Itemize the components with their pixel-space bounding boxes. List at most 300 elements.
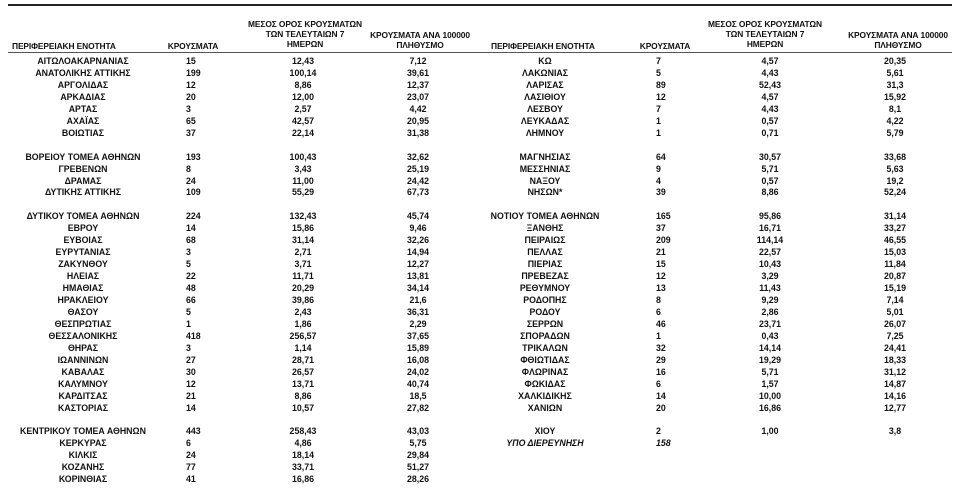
avg-7day-value: 2,43 [294,306,312,317]
per-100k-value: 18,5 [409,390,427,401]
table-row [0,128,960,138]
table-row [0,415,960,425]
per-100k-value: 15,89 [406,342,429,353]
region-name: ΦΘΙΩΤΙΔΑΣ [520,354,570,365]
per-100k-value: 37,65 [406,330,429,341]
per-100k-value: 26,07 [883,318,906,329]
per-100k-value: 40,74 [406,378,429,389]
table-row [0,379,960,389]
cases-value: 4 [656,175,661,186]
region-name: ΧΙΟΥ [534,426,556,437]
region-name: ΣΠΟΡΑΔΩΝ [520,330,570,341]
region-name: ΝΗΣΩΝ* [527,187,563,198]
table-row [0,474,960,484]
table-row [0,259,960,269]
header-per-line1: ΚΡΟΥΣΜΑΤΑ ΑΝΑ 100000 [848,30,948,40]
table-row [0,450,960,460]
cases-value: 66 [186,295,196,305]
cases-value: 199 [186,67,201,78]
cases-value: 14 [186,223,196,234]
table-row [0,426,960,436]
cases-value: 165 [656,211,671,222]
cases-value: 15 [186,56,196,66]
per-100k-value: 7,12 [409,56,427,66]
per-100k-value: 12,77 [883,402,906,413]
avg-7day-value: 2,57 [294,103,312,114]
avg-7day-value: 15,86 [291,223,314,234]
table-row [0,68,960,78]
per-100k-value: 7,14 [886,295,904,305]
header-avg-left [230,19,380,49]
avg-7day-value: 0,57 [761,175,779,186]
region-name: ΛΗΜΝΟΥ [525,127,565,138]
table-row [0,331,960,341]
avg-7day-value: 3,43 [294,163,312,174]
per-100k-value: 15,19 [883,283,906,294]
region-name: ΚΟΖΑΝΗΣ [61,462,105,473]
per-100k-value: 18,33 [883,354,906,365]
per-100k-value: 32,62 [406,151,429,162]
table-row [0,104,960,114]
region-name: ΛΕΣΒΟΥ [527,103,563,114]
per-100k-value: 3,8 [888,426,902,437]
region-name: ΠΙΕΡΙΑΣ [527,259,563,270]
per-100k-value: 5,63 [886,163,904,174]
avg-7day-value: 10,57 [291,402,314,413]
avg-7day-value: 12,43 [291,56,314,66]
region-name: ΚΑΛΥΜΝΟΥ [58,378,108,389]
region-name: ΘΗΡΑΣ [67,342,99,353]
cases-value: 37 [656,223,666,234]
per-100k-value: 24,41 [883,342,906,353]
table-row [0,391,960,401]
cases-value: 6 [656,378,661,389]
cases-value: 16 [656,366,666,377]
per-100k-value: 43,03 [406,426,429,437]
per-100k-value: 11,84 [884,259,906,270]
avg-7day-value: 11,43 [759,283,781,294]
avg-7day-value: 30,57 [758,151,781,162]
avg-7day-value: 1,86 [294,318,312,329]
avg-7day-value: 12,00 [291,91,314,102]
per-100k-value: 33,27 [883,223,906,234]
per-100k-value: 28,26 [406,474,429,485]
region-name: ΚΩ [538,56,552,66]
region-name: ΒΟΡΕΙΟΥ ΤΟΜΕΑ ΑΘΗΝΩΝ [25,151,141,162]
table-row [0,355,960,365]
region-name: ΗΜΑΘΙΑΣ [62,283,104,294]
region-name: ΕΥΒΟΙΑΣ [63,235,103,246]
table-row [0,319,960,329]
cases-value: 13 [656,283,666,294]
header-avg-line2: ΤΩΝ ΤΕΛΕΥΤΑΙΩΝ 7 [725,29,805,39]
table-row [0,343,960,353]
table-top-rule [8,4,952,6]
header-region-left: ΠΕΡΙΦΕΡΕΙΑΚΗ ΕΝΟΤΗΤΑ [12,41,116,51]
avg-7day-value: 22,14 [291,127,314,138]
region-name: ΚΑΡΔΙΤΣΑΣ [58,390,108,401]
avg-7day-value: 1,14 [294,342,312,353]
avg-7day-value: 4,57 [761,56,779,66]
avg-7day-value: 28,71 [291,354,314,365]
region-name: ΚΕΝΤΡΙΚΟΥ ΤΟΜΕΑ ΑΘΗΝΩΝ [20,426,146,437]
avg-7day-value: 132,43 [289,211,317,222]
avg-7day-value: 1,00 [761,426,779,437]
per-100k-value: 21,6 [409,295,427,305]
region-name: ΚΕΡΚΥΡΑΣ [59,438,107,449]
cases-value: 109 [186,187,201,198]
avg-7day-value: 10,43 [758,259,781,270]
region-name: ΑΧΑΪΑΣ [66,115,100,126]
region-name: ΡΕΘΥΜΝΟΥ [519,283,571,294]
avg-7day-value: 2,86 [761,306,779,317]
avg-7day-value: 14,14 [758,342,781,353]
avg-7day-value: 9,29 [761,295,779,305]
region-name: ΘΑΣΟΥ [67,306,99,317]
avg-7day-value: 11,71 [292,271,314,282]
header-avg-line1: ΜΕΣΟΣ ΟΡΟΣ ΚΡΟΥΣΜΑΤΩΝ [708,19,822,29]
per-100k-value: 20,95 [406,115,429,126]
avg-7day-value: 0,57 [761,115,779,126]
avg-7day-value: 4,57 [761,91,779,102]
per-100k-value: 23,07 [406,91,429,102]
avg-7day-value: 52,43 [758,79,781,90]
table-row [0,80,960,90]
region-name: ΗΛΕΙΑΣ [66,271,100,282]
table-row [0,56,960,66]
region-name: ΡΟΔΟΥ [529,306,561,317]
cases-value: 3 [186,103,191,114]
header-avg-line1: ΜΕΣΟΣ ΟΡΟΣ ΚΡΟΥΣΜΑΤΩΝ [248,19,362,29]
region-name: ΘΕΣΠΡΩΤΙΑΣ [54,318,112,329]
cases-value: 20 [656,402,666,413]
header-rule [8,52,952,53]
cases-value: 29 [656,354,666,365]
region-name: ΥΠΟ ΔΙΕΡΕΥΝΗΣΗ [506,438,584,449]
cases-value: 14 [656,390,666,401]
table-row [0,211,960,221]
avg-7day-value: 11,00 [292,175,314,186]
cases-value: 12 [656,271,666,282]
cases-value: 209 [656,235,671,246]
cases-value: 5 [186,306,191,317]
region-name: ΑΡΚΑΔΙΑΣ [60,91,106,102]
table-row [0,235,960,245]
avg-7day-value: 23,71 [758,318,781,329]
region-name: ΚΑΒΑΛΑΣ [61,366,105,377]
cases-value: 158 [656,438,671,449]
table-row [0,283,960,293]
cases-value: 21 [186,390,196,401]
per-100k-value: 8,1 [888,103,902,114]
region-name: ΤΡΙΚΑΛΩΝ [522,342,568,353]
per-100k-value: 20,35 [883,56,906,66]
cases-value: 22 [186,271,196,282]
per-100k-value: 2,29 [409,318,427,329]
table-row [0,176,960,186]
region-name: ΑΝΑΤΟΛΙΚΗΣ ΑΤΤΙΚΗΣ [35,67,131,78]
per-100k-value: 31,14 [883,211,906,222]
header-per-right [838,30,958,50]
per-100k-value: 46,55 [883,235,906,246]
per-100k-value: 27,82 [406,402,429,413]
per-100k-value: 15,03 [883,247,906,258]
per-100k-value: 16,08 [406,354,429,365]
cases-value: 65 [186,115,196,126]
region-name: ΙΩΑΝΝΙΝΩΝ [57,354,109,365]
region-name: ΛΑΣΙΘΙΟΥ [524,91,566,102]
header-cases-right: ΚΡΟΥΣΜΑΤΑ [639,41,691,51]
table-row [0,247,960,257]
per-100k-value: 5,61 [886,67,904,78]
table-row [0,307,960,317]
per-100k-value: 31,38 [406,127,429,138]
region-name: ΕΥΡΥΤΑΝΙΑΣ [55,247,111,258]
per-100k-value: 5,75 [409,438,427,449]
per-100k-value: 24,02 [406,366,429,377]
table-row [0,187,960,197]
region-name: ΗΡΑΚΛΕΙΟΥ [57,295,109,305]
region-name: ΚΙΛΚΙΣ [68,450,98,461]
header-per-left [360,30,480,50]
cases-value: 12 [186,79,196,90]
cases-value: 30 [186,366,196,377]
cases-value: 8 [186,163,191,174]
region-name: ΜΕΣΣΗΝΙΑΣ [519,163,571,174]
avg-7day-value: 3,29 [761,271,779,282]
avg-7day-value: 16,71 [758,223,781,234]
avg-7day-value: 8,86 [294,390,312,401]
header-region-right: ΠΕΡΙΦΕΡΕΙΑΚΗ ΕΝΟΤΗΤΑ [491,41,595,51]
table-row [0,271,960,281]
avg-7day-value: 26,57 [291,366,314,377]
avg-7day-value: 0,71 [761,127,779,138]
cases-value: 41 [186,474,196,485]
cases-value: 193 [186,151,201,162]
avg-7day-value: 20,29 [291,283,314,294]
cases-value: 2 [656,426,661,437]
avg-7day-value: 0,43 [761,330,779,341]
avg-7day-value: 3,71 [294,259,312,270]
avg-7day-value: 4,43 [761,103,779,114]
per-100k-value: 20,87 [883,271,906,282]
region-name: ΜΑΓΝΗΣΙΑΣ [519,151,571,162]
header-avg-line3: ΗΜΕΡΩΝ [286,39,324,49]
region-name: ΚΑΣΤΟΡΙΑΣ [58,402,108,413]
region-name: ΛΑΚΩΝΙΑΣ [521,67,569,78]
per-100k-value: 5,01 [886,306,904,317]
header-per-line2: ΠΛΗΘΥΣΜΟ [396,40,444,50]
per-100k-value: 67,73 [406,187,429,198]
cases-value: 5 [186,259,191,270]
avg-7day-value: 1,57 [761,378,779,389]
region-name: ΝΟΤΙΟΥ ΤΟΜΕΑ ΑΘΗΝΩΝ [490,211,600,222]
header-avg-line3: ΗΜΕΡΩΝ [746,39,784,49]
cases-value: 8 [656,295,661,305]
per-100k-value: 4,42 [409,103,427,114]
region-name: ΑΡΓΟΛΙΔΑΣ [57,79,109,90]
per-100k-value: 51,27 [406,462,429,473]
header-per-line1: ΚΡΟΥΣΜΑΤΑ ΑΝΑ 100000 [370,30,470,40]
header-cases-left: ΚΡΟΥΣΜΑΤΑ [167,41,219,51]
table-row [0,223,960,233]
per-100k-value: 15,92 [883,91,906,102]
region-name: ΠΕΛΛΑΣ [527,247,563,258]
per-100k-value: 12,37 [406,79,429,90]
cases-value: 46 [656,318,666,329]
cases-value: 89 [656,79,666,90]
avg-7day-value: 16,86 [758,402,781,413]
avg-7day-value: 13,71 [291,378,314,389]
cases-value: 37 [186,127,196,138]
cases-value: 418 [186,330,201,341]
cases-value: 24 [186,175,196,186]
per-100k-value: 9,46 [409,223,427,234]
cases-value: 68 [186,235,196,246]
per-100k-value: 36,31 [406,306,429,317]
cases-value: 20 [186,91,196,102]
region-name: ΑΡΤΑΣ [68,103,98,114]
region-name: ΓΡΕΒΕΝΩΝ [58,163,108,174]
cases-value: 224 [186,211,201,222]
per-100k-value: 25,19 [406,163,429,174]
avg-7day-value: 4,43 [761,67,779,78]
table-row [0,295,960,305]
avg-7day-value: 31,14 [291,235,314,246]
avg-7day-value: 10,00 [758,390,781,401]
table-row [0,140,960,150]
per-100k-value: 7,25 [886,330,904,341]
cases-value: 64 [656,151,666,162]
table-row [0,367,960,377]
region-name: ΔΡΑΜΑΣ [64,175,102,186]
cases-value: 77 [186,462,196,473]
region-name: ΠΕΙΡΑΙΩΣ [524,235,566,246]
region-name: ΧΑΛΚΙΔΙΚΗΣ [518,390,572,401]
avg-7day-value: 42,57 [291,115,314,126]
table-row [0,92,960,102]
cases-value: 9 [656,163,661,174]
header-avg-right [690,19,840,49]
region-name: ΖΑΚΥΝΘΟΥ [58,259,108,270]
region-name: ΛΕΥΚΑΔΑΣ [520,115,570,126]
per-100k-value: 5,79 [886,127,904,138]
avg-7day-value: 55,29 [291,187,314,198]
region-name: ΡΟΔΟΠΗΣ [523,295,567,305]
table-row [0,403,960,413]
per-100k-value: 14,16 [883,390,906,401]
avg-7day-value: 8,86 [294,79,312,90]
table-row [0,116,960,126]
per-100k-value: 19,2 [886,175,904,186]
per-100k-value: 14,87 [883,378,906,389]
avg-7day-value: 39,86 [291,295,314,305]
region-name: ΠΡΕΒΕΖΑΣ [521,271,569,282]
cases-value: 27 [186,354,196,365]
per-100k-value: 33,68 [883,151,906,162]
cases-value: 3 [186,247,191,258]
avg-7day-value: 256,57 [289,330,317,341]
region-name: ΔΥΤΙΚΗΣ ΑΤΤΙΚΗΣ [44,187,122,198]
cases-value: 1 [656,127,661,138]
table-row [0,164,960,174]
cases-value: 1 [186,318,191,329]
avg-7day-value: 100,14 [289,67,317,78]
cases-value: 12 [656,91,666,102]
per-100k-value: 34,14 [406,283,429,294]
avg-7day-value: 258,43 [289,426,317,437]
per-100k-value: 45,74 [406,211,429,222]
per-100k-value: 32,26 [406,235,429,246]
cases-value: 14 [186,402,196,413]
per-100k-value: 13,81 [406,271,429,282]
header-avg-line2: ΤΩΝ ΤΕΛΕΥΤΑΙΩΝ 7 [265,29,345,39]
avg-7day-value: 5,71 [761,163,779,174]
cases-value: 443 [186,426,201,437]
cases-value: 32 [656,342,666,353]
avg-7day-value: 8,86 [761,187,779,198]
avg-7day-value: 16,86 [291,474,314,485]
avg-7day-value: 114,14 [756,235,784,246]
avg-7day-value: 19,29 [758,354,781,365]
cases-value: 15 [656,259,666,270]
per-100k-value: 4,22 [886,115,904,126]
per-100k-value: 14,94 [406,247,429,258]
per-100k-value: 52,24 [883,187,906,198]
avg-7day-value: 22,57 [758,247,781,258]
avg-7day-value: 2,71 [294,247,312,258]
table-row [0,462,960,472]
region-name: ΚΟΡΙΝΘΙΑΣ [58,474,108,485]
avg-7day-value: 18,14 [291,450,314,461]
per-100k-value: 31,12 [883,366,906,377]
region-name: ΛΑΡΙΣΑΣ [526,79,564,90]
cases-value: 39 [656,187,666,198]
region-name: ΕΒΡΟΥ [67,223,99,234]
region-name: ΘΕΣΣΑΛΟΝΙΚΗΣ [48,330,118,341]
table-row [0,438,960,448]
cases-value: 21 [656,247,666,258]
per-100k-value: 24,42 [406,175,429,186]
cases-value: 5 [656,67,661,78]
cases-value: 24 [186,450,196,461]
avg-7day-value: 100,43 [289,151,317,162]
cases-value: 7 [656,56,661,66]
cases-value: 3 [186,342,191,353]
region-name: ΝΑΞΟΥ [529,175,561,186]
avg-7day-value: 95,86 [758,211,781,222]
per-100k-value: 12,27 [406,259,429,270]
region-name: ΒΟΙΩΤΙΑΣ [61,127,105,138]
cases-value: 6 [186,438,191,449]
table-row [0,199,960,209]
region-name: ΦΛΩΡΙΝΑΣ [521,366,569,377]
region-name: ΑΙΤΩΛΟΑΚΑΡΝΑΝΙΑΣ [37,56,129,66]
per-100k-value: 29,84 [406,450,429,461]
cases-value: 6 [656,306,661,317]
cases-value: 12 [186,378,196,389]
cases-value: 48 [186,283,196,294]
region-name: ΞΑΝΘΗΣ [526,223,564,234]
table-row [0,152,960,162]
per-100k-value: 31,3 [886,79,904,90]
region-name: ΔΥΤΙΚΟΥ ΤΟΜΕΑ ΑΘΗΝΩΝ [26,211,140,222]
cases-value: 7 [656,103,661,114]
header-per-line2: ΠΛΗΘΥΣΜΟ [874,40,922,50]
cases-value: 1 [656,115,661,126]
per-100k-value: 39,61 [406,67,429,78]
cases-value: 1 [656,330,661,341]
